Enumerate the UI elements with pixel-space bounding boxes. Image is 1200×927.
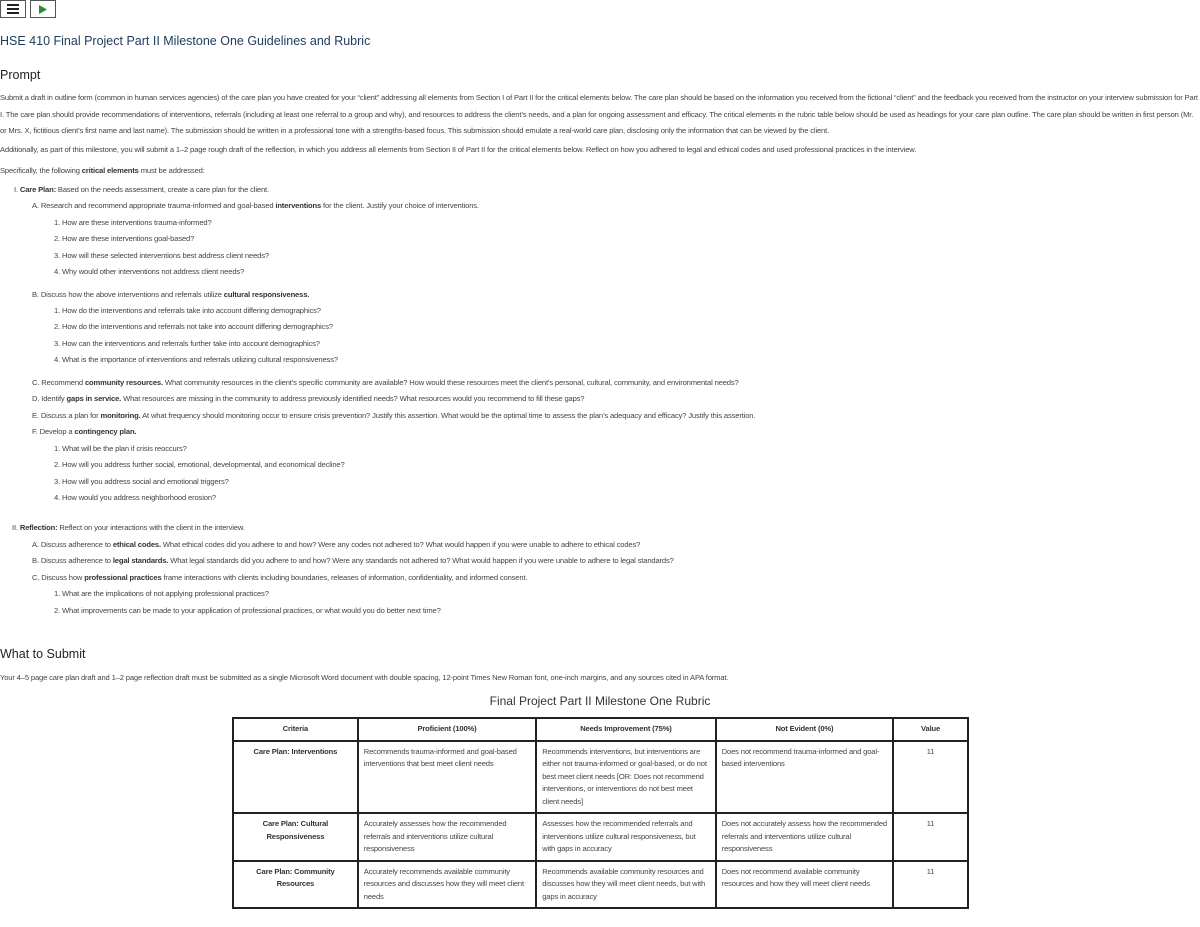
outline-item-IB: B. Discuss how the above interventions and referrals utilize cultural responsiveness.: [32, 290, 310, 299]
table-row: [233, 813, 968, 861]
rubric-table: [232, 717, 969, 909]
outline-subitem: 2. What improvements can be made to your application of professional practices, or what would you do better next time?: [54, 606, 441, 615]
outline-item-IIC: C. Discuss how professional practices frame interactions with clients including boundaries, releases of information, confidentiality, and informed consent.: [32, 573, 528, 582]
play-button[interactable]: [30, 0, 56, 18]
outline-subitem: 1. What are the implications of not applying professional practices?: [54, 589, 269, 598]
column-header: Value: [893, 718, 968, 741]
prompt-paragraph-2: Additionally, as part of this milestone, you will submit a 1–2 page rough draft of the reflection, in which you address all elements from Section II of Part II for the critical elements below. Reflect on how you adhered to legal and ethical codes and used professional practices in the interview.: [0, 145, 917, 154]
criteria-cell: Care Plan: Community Resources: [233, 861, 358, 909]
not-evident-cell: Does not recommend available community resources and how they will meet client needs: [716, 861, 893, 909]
proficient-cell: Accurately recommends available community resources and discusses how they will meet client needs: [358, 861, 536, 909]
outline-subitem: 4. Why would other interventions not address client needs?: [54, 267, 245, 276]
outline-subitem: 3. How will these selected interventions best address client needs?: [54, 251, 269, 260]
column-header: Criteria: [233, 718, 358, 741]
play-icon: [39, 5, 47, 14]
outline-subitem: 1. How do the interventions and referrals take into account differing demographics?: [54, 306, 321, 315]
outline-item-IIA: A. Discuss adherence to ethical codes. What ethical codes did you adhere to and how? Were any codes not adhered to? What would happen if you were unable to adhere to ethical codes?: [32, 540, 641, 549]
value-cell: 11: [893, 813, 968, 861]
what-to-submit-heading: What to Submit: [0, 647, 86, 661]
column-header: Not Evident (0%): [716, 718, 893, 741]
prompt-heading: Prompt: [0, 68, 41, 82]
proficient-cell: Recommends trauma-informed and goal-based interventions that best meet client needs: [358, 741, 536, 814]
rubric-header-row: [233, 718, 968, 741]
outline-item-II: II. Reflection: Reflect on your interactions with the client in the interview.: [12, 523, 245, 532]
outline-item-IF: F. Develop a contingency plan.: [32, 427, 137, 436]
value-cell: 11: [893, 741, 968, 814]
value-cell: 11: [893, 861, 968, 909]
outline-item-IC: C. Recommend community resources. What community resources in the client’s specific community are available? How would these resources meet the client’s personal, cultural, community, and environmental needs?: [32, 378, 739, 387]
outline-item-IIB: B. Discuss adherence to legal standards. What legal standards did you adhere to and how? Were any standards not adhered to? What would happen if you were unable to adhere to legal standards?: [32, 556, 674, 565]
proficient-cell: Accurately assesses how the recommended referrals and interventions utilize cultural responsiveness: [358, 813, 536, 861]
outline-subitem: 4. What is the importance of interventions and referrals utilizing cultural responsiveness?: [54, 355, 338, 364]
rubric-title: Final Project Part II Milestone One Rubric: [489, 694, 711, 708]
outline-subitem: 4. How would you address neighborhood erosion?: [54, 493, 216, 502]
needs-improvement-cell: Recommends available community resources and discusses how they will meet client needs, but with gaps in accuracy: [536, 861, 715, 909]
needs-improvement-cell: Assesses how the recommended referrals and interventions utilize cultural responsiveness, but with gaps in accuracy: [536, 813, 715, 861]
not-evident-cell: Does not recommend trauma-informed and goal-based interventions: [716, 741, 893, 814]
viewer-toolbar: [0, 0, 60, 18]
what-to-submit-paragraph: Your 4–5 page care plan draft and 1–2 page reflection draft must be submitted as a single Microsoft Word document with double spacing, 12-point Times New Roman font, one-inch margins, and any sources cited in APA format.: [0, 673, 729, 682]
prompt-paragraph-1: Submit a draft in outline form (common in human services agencies) of the care plan you have created for your “client” addressing all elements from Section I of Part II for the critical elements below. The care plan should be based on the information you received from the fictional “client” and the feedback you received from the instructor on your interview submission for Part I. The care plan should provide recommendations of interventions, referrals (including at least one referral to a group and why), and resources to address the client’s needs, and a plan for ongoing assessment and efficacy. The critical elements in the rubric table below should be used as headings for your care plan outline. The care plan should be written in first person (Mr. or Mrs. X, fictitious client’s first name and last name). The submission should be written in a professional tone with a strengths-based focus. This submission should emulate a real-world care plan, disclosing only the information that can be viewed by the client.: [0, 93, 1198, 135]
criteria-cell: Care Plan: Interventions: [233, 741, 358, 814]
table-row: [233, 741, 968, 814]
outline-subitem: 3. How can the interventions and referrals further take into account demographics?: [54, 339, 320, 348]
table-row: [233, 861, 968, 909]
outline-subitem: 1. How are these interventions trauma-informed?: [54, 218, 212, 227]
outline-subitem: 2. How do the interventions and referrals not take into account differing demographics?: [54, 322, 333, 331]
document-title: HSE 410 Final Project Part II Milestone One Guidelines and Rubric: [0, 34, 371, 48]
not-evident-cell: Does not accurately assess how the recommended referrals and interventions utilize cultural responsiveness: [716, 813, 893, 861]
criteria-cell: Care Plan: Cultural Responsiveness: [233, 813, 358, 861]
column-header: Needs Improvement (75%): [536, 718, 715, 741]
column-header: Proficient (100%): [358, 718, 536, 741]
outline-subitem: 2. How will you address further social, emotional, developmental, and economical decline?: [54, 460, 345, 469]
needs-improvement-cell: Recommends interventions, but interventions are either not trauma-informed or goal-based, or do not best meet client needs [OR: Does not recommend interventions, or interventions do not best meet client needs]: [536, 741, 715, 814]
outline-item-I: I. Care Plan: Based on the needs assessment, create a care plan for the client.: [14, 185, 269, 194]
outline-subitem: 3. How will you address social and emotional triggers?: [54, 477, 229, 486]
critical-elements-intro: Specifically, the following critical elements must be addressed:: [0, 166, 205, 175]
menu-button[interactable]: [0, 0, 26, 18]
outline-subitem: 2. How are these interventions goal-based?: [54, 234, 195, 243]
hamburger-menu-icon: [7, 4, 19, 14]
outline-item-ID: D. Identify gaps in service. What resources are missing in the community to address previously identified needs? What resources would you recommend to fill these gaps?: [32, 394, 585, 403]
outline-item-IE: E. Discuss a plan for monitoring. At what frequency should monitoring occur to ensure crisis prevention? Justify this assertion. What would be the optimal time to assess the plan’s adequacy and efficacy? Justify this assertion.: [32, 411, 756, 420]
outline-item-IA: A. Research and recommend appropriate trauma-informed and goal-based interventions for the client. Justify your choice of interventions.: [32, 201, 479, 210]
outline-subitem: 1. What will be the plan if crisis reoccurs?: [54, 444, 187, 453]
